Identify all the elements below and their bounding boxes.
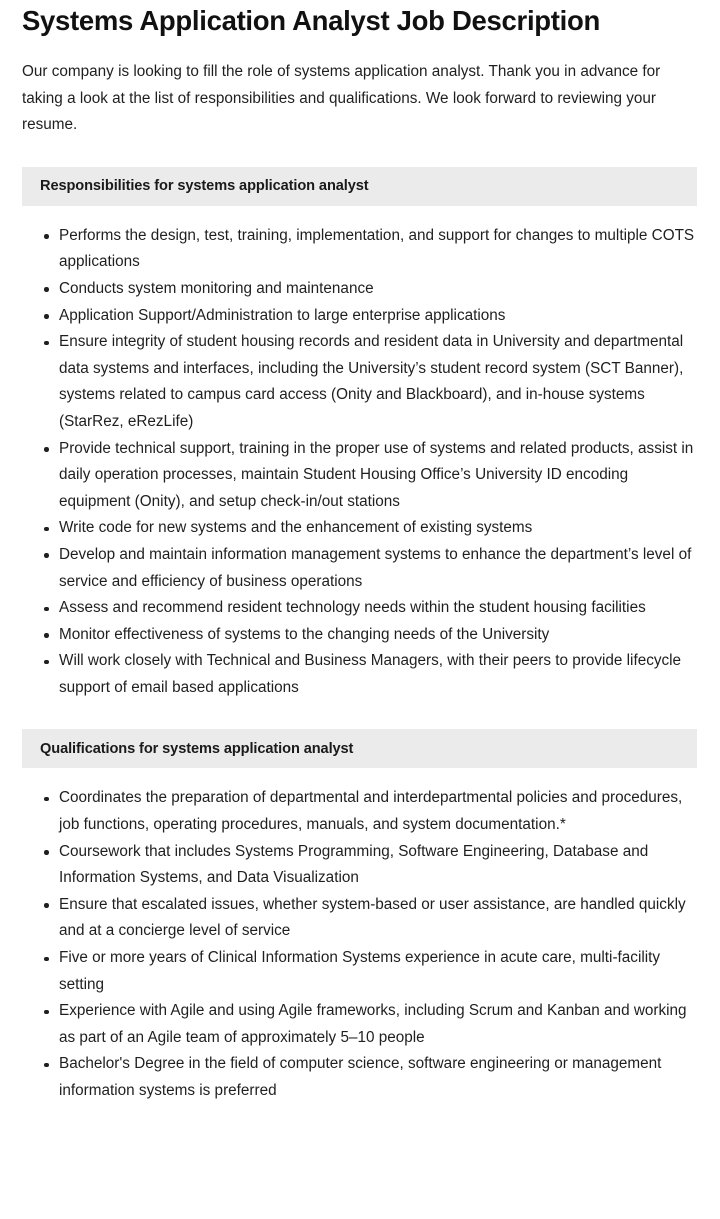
list-item: Experience with Agile and using Agile frameworks, including Scrum and Kanban and working as part of an Agile team of approximately 5–10 people — [22, 998, 698, 1051]
list-item: Write code for new systems and the enhancement of existing systems — [22, 515, 698, 542]
list-item: Monitor effectiveness of systems to the changing needs of the University — [22, 622, 698, 649]
list-item: Will work closely with Technical and Business Managers, with their peers to provide lifecycle support of email based applications — [22, 648, 698, 701]
page-bottom-spacer — [22, 1105, 698, 1149]
intro-paragraph: Our company is looking to fill the role of systems application analyst. Thank you in advance for taking a look at the list of responsibilities and qualifications. We look forward to reviewing your resume. — [22, 63, 661, 134]
page-title: Systems Application Analyst Job Description — [22, 5, 600, 36]
list-item: Develop and maintain information management systems to enhance the department’s level of service and efficiency of business operations — [22, 542, 698, 595]
section-header-label: Responsibilities for systems application analyst — [40, 178, 369, 195]
list-item: Coursework that includes Systems Programming, Software Engineering, Database and Information Systems, and Data Visualization — [22, 839, 698, 892]
list-item: Performs the design, test, training, implementation, and support for changes to multiple COTS applications — [22, 223, 698, 276]
section-header-responsibilities — [22, 167, 697, 206]
section-responsibilities — [22, 167, 698, 702]
qualifications-list — [22, 768, 698, 1104]
list-item: Assess and recommend resident technology needs within the student housing facilities — [22, 595, 698, 622]
list-item: Ensure integrity of student housing records and resident data in University and departmental data systems and interfaces, including the University’s student record system (SCT Banner), systems related to campus card access (Onity and Blackboard), and in-house systems (StarRez, eRezLife) — [22, 329, 698, 435]
section-header-label: Qualifications for systems application analyst — [40, 740, 354, 757]
list-item: Application Support/Administration to large enterprise applications — [22, 303, 698, 330]
list-item: Coordinates the preparation of departmental and interdepartmental policies and procedures, job functions, operating procedures, manuals, and system documentation.* — [22, 785, 698, 838]
list-item: Provide technical support, training in the proper use of systems and related products, assist in daily operation processes, maintain Student Housing Office’s University ID encoding equipment (Onity), and setup check-in/out stations — [22, 436, 698, 516]
list-item: Conducts system monitoring and maintenance — [22, 276, 698, 303]
section-header-qualifications — [22, 729, 697, 768]
list-item: Bachelor's Degree in the field of computer science, software engineering or management information systems is preferred — [22, 1051, 698, 1104]
responsibilities-list — [22, 206, 698, 702]
list-item: Five or more years of Clinical Information Systems experience in acute care, multi-facility setting — [22, 945, 698, 998]
list-item: Ensure that escalated issues, whether system-based or user assistance, are handled quickly and at a concierge level of service — [22, 892, 698, 945]
section-qualifications — [22, 729, 698, 1104]
